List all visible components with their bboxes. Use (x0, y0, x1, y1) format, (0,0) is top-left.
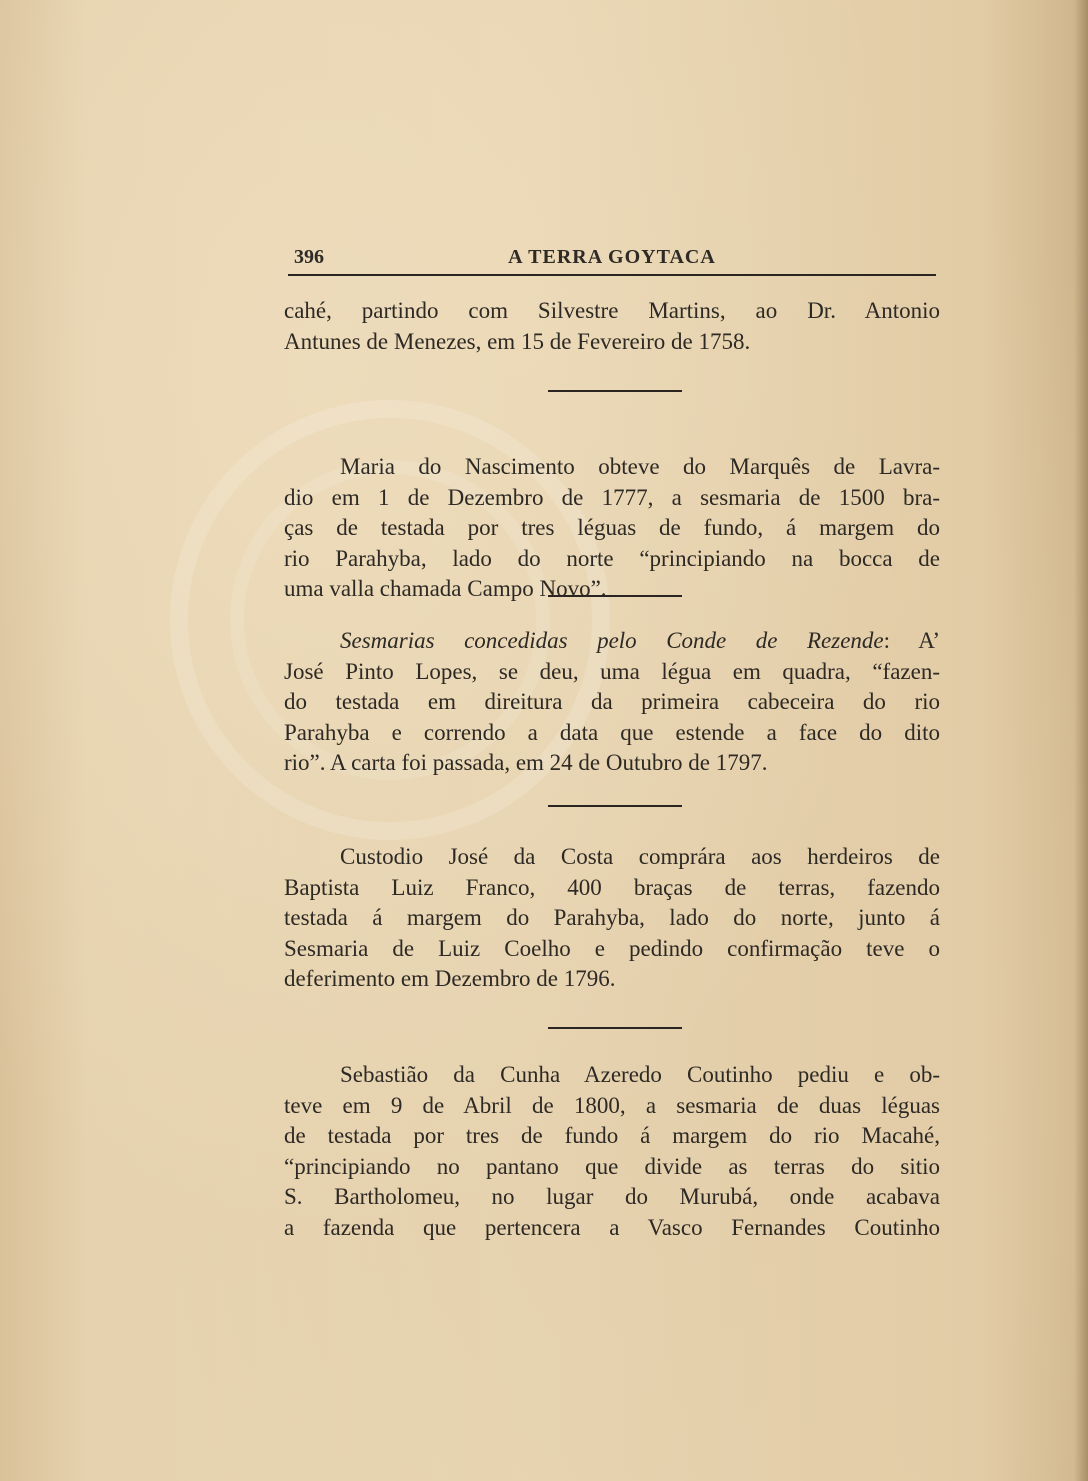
text-line: cahé, partindo com Silvestre Martins, ao Dr. Antonio (284, 298, 940, 323)
text-line: ças de testada por tres léguas de fundo, á margem do (284, 515, 940, 540)
paragraph-3 (284, 626, 940, 779)
paragraph-5 (284, 1060, 940, 1243)
section-divider (548, 595, 682, 597)
text-line: testada á margem do Parahyba, lado do norte, junto á (284, 905, 940, 930)
text-line: rio Parahyba, lado do norte “principiando na bocca de (284, 545, 940, 571)
section-divider (548, 805, 682, 807)
paragraph-4 (284, 842, 940, 995)
page-edge-shadow (1074, 0, 1088, 1481)
text-line: Antunes de Menezes, em 15 de Fevereiro de 1758. (284, 328, 751, 354)
text-line: Maria do Nascimento obteve do Marquês de Lavra- (340, 454, 940, 479)
section-divider (548, 1027, 682, 1029)
section-divider (548, 390, 682, 392)
text-line: teve em 9 de Abril de 1800, a sesmaria de duas léguas (284, 1092, 940, 1118)
page-number: 396 (294, 246, 324, 268)
text-line: “principiando no pantano que divide as terras do sitio (284, 1153, 940, 1179)
paragraph-1 (284, 296, 940, 357)
running-title: A TERRA GOYTACA (508, 246, 716, 268)
text-line: Sesmaria de Luiz Coelho e pedindo confirmação teve o (284, 935, 940, 961)
text-line: Baptista Luiz Franco, 400 braças de terras, fazendo (284, 874, 940, 900)
text-line: de testada por tres de fundo á margem do rio Macahé, (284, 1123, 940, 1148)
lead-rest: : A’ (883, 628, 941, 653)
italic-lead: Sesmarias concedidas pelo Conde de Rezende (340, 628, 884, 653)
text-line: S. Bartholomeu, no lugar do Murubá, onde acabava (284, 1184, 940, 1209)
running-head (288, 244, 936, 276)
text-line: José Pinto Lopes, se deu, uma légua em quadra, “fazen- (284, 658, 940, 684)
text-line: Parahyba e correndo a data que estende a face do dito (284, 719, 940, 745)
text-line-lead (284, 626, 940, 657)
paragraph-2 (284, 452, 940, 605)
text-line: deferimento em Dezembro de 1796. (284, 966, 616, 991)
text-line: Custodio José da Costa comprára aos herdeiros de (340, 844, 940, 869)
text-line: rio”. A carta foi passada, em 24 de Outubro de 1797. (284, 750, 768, 775)
text-line: do testada em direitura da primeira cabeceira do rio (284, 689, 940, 714)
text-line: a fazenda que pertencera a Vasco Fernandes Coutinho (284, 1214, 940, 1240)
text-line: uma valla chamada Campo Novo”. (284, 576, 607, 601)
text-line: Sebastião da Cunha Azeredo Coutinho pediu e ob- (340, 1062, 940, 1087)
text-line: dio em 1 de Dezembro de 1777, a sesmaria de 1500 bra- (284, 484, 940, 510)
